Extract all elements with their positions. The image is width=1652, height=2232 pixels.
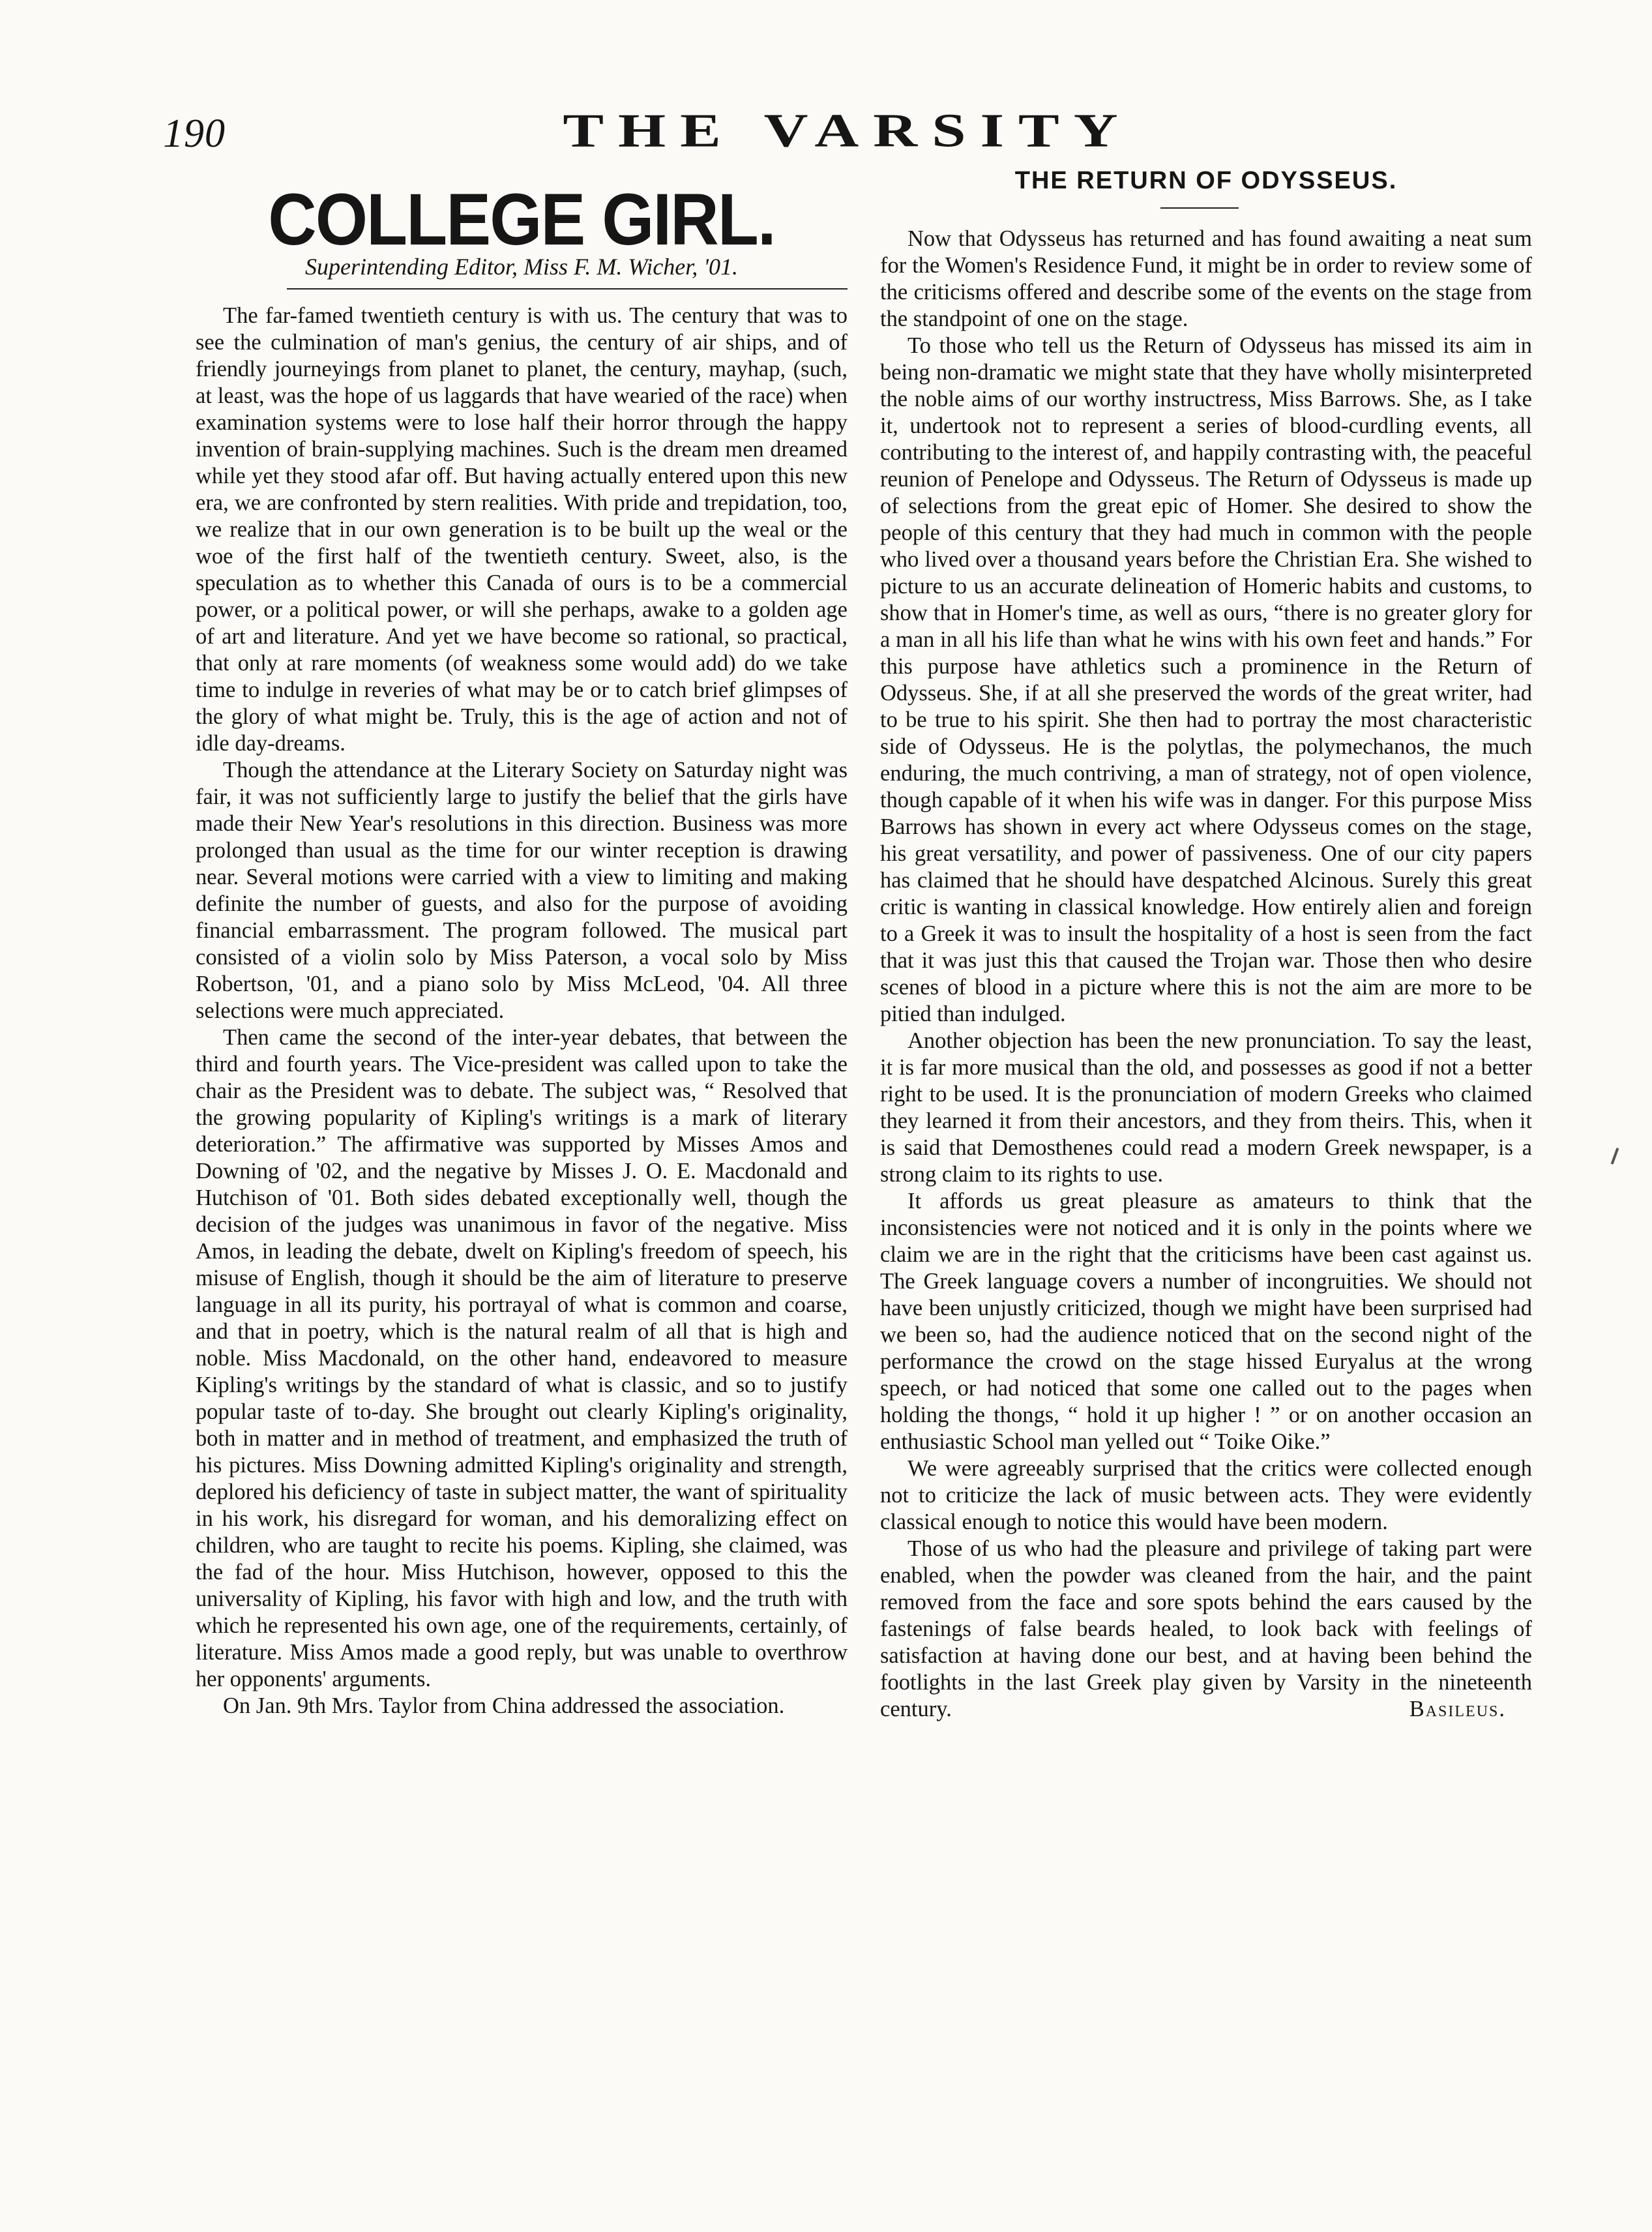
page-number: 190	[163, 112, 226, 156]
paragraph: Then came the second of the inter-year debates, that between the third and fourth years. The Vice-president was called upon to take the chair as the President was to debate. The subject was, “ Resolved that the growing popularity of Kipling's writings is a mark of literary deterioration.” The affirmative was supported by Misses Amos and Downing of '02, and the negative by Misses J. O. E. Macdonald and Hutchison of '01. Both sides debated exceptionally well, though the decision of the judges was unanimous in favor of the negative. Miss Amos, in leading the debate, dwelt on Kipling's freedom of speech, his misuse of English, though it should be the aim of literature to preserve language in all its purity, his portrayal of what is common and coarse, and that in poetry, which is the natural realm of all that is high and noble. Miss Macdonald, on the other hand, endeavored to measure Kipling's writings by the standard of what is classic, and so to justify popular taste of to-day. She brought out clearly Kipling's originality, both in matter and in method of treatment, and emphasized the truth of his pictures. Miss Downing admitted Kipling's originality and strength, deplored his deficiency of taste in subject matter, the want of spirituality in his work, his disregard for woman, and his demoralizing effect on children, who are taught to recite his poems. Kipling, she claimed, was the fad of the hour. Miss Hutchison, however, opposed to this the universality of Kipling, his favor with high and low, and the truth with which he represented his own age, one of the requirements, certainly, of literature. Miss Amos made a good reply, but was unable to overthrow her opponents' arguments.	[196, 1025, 848, 1691]
paragraph: Though the attendance at the Literary Society on Saturday night was fair, it was not sufficiently large to justify the belief that the girls have made their New Year's resolutions in this direction. Business was more prolonged than usual as the time for our winter reception is drawing near. Several motions were carried with a view to limiting and making definite the number of guests, and also for the purpose of avoiding financial embarrassment. The program followed. The musical part consisted of a violin solo by Miss Paterson, a vocal solo by Miss Robertson, '01, and a piano solo by Miss McLeod, '04. All three selections were much appreciated.	[196, 758, 848, 1023]
masthead: THE VARSITY	[563, 104, 1132, 157]
paragraph: Another objection has been the new pronunciation. To say the least, it is far more musical than the old, and possesses as good if not a better right to be used. It is the pronunciation of modern Greeks who claimed they learned it from their ancestors, and they from theirs. This, when it is said that Demosthenes could read a modern Greek newspaper, is a strong claim to its rights to use.	[880, 1028, 1532, 1187]
paragraph: Now that Odysseus has returned and has found awaiting a neat sum for the Women's Residence Fund, it might be in order to review some of the criticisms offered and describe some of the events on the stage from the standpoint of one on the stage.	[880, 226, 1532, 331]
paragraph: On Jan. 9th Mrs. Taylor from China addressed the association.	[223, 1693, 785, 1718]
paragraph: The far-famed twentieth century is with us. The century that was to see the culmination of man's genius, the century of air ships, and of friendly journeyings from planet to planet, the century, mayhap, (such, at least, was the hope of us laggards that have wearied of the race) when examination systems were to lose half their horror through the happy invention of brain-supplying machines. Such is the dream men dreamed while yet they stood afar off. But having actually entered upon this new era, we are confronted by stern realities. With pride and trepidation, too, we realize that in our own generation is to be built up the weal or the woe of the first half of the twentieth century. Sweet, also, is the speculation as to whether this Canada of ours is to be a commercial power, or a political power, or will she perhaps, awake to a golden age of art and literature. And yet we have become so rational, so practical, that only at rare moments (of weakness some would add) do we take time to indulge in reveries of what may be or to catch brief glimpses of the glory of what might be. Truly, this is the age of action and not of idle day-dreams.	[196, 303, 848, 756]
divider-rule	[1160, 207, 1239, 209]
margin-mark	[1611, 1148, 1619, 1165]
left-column-body	[196, 303, 848, 1719]
paragraph: To those who tell us the Return of Odysseus has missed its aim in being non-dramatic we might state that they have wholly misinterpreted the noble aims of our worthy instructress, Miss Barrows. She, as I take it, undertook not to represent a series of blood-curdling events, all contributing to the interest of, and happily contrasting with, the peaceful reunion of Penelope and Odysseus. The Return of Odysseus is made up of selections from the great epic of Homer. She desired to show the people of this century that they had much in common with the people who lived over a thousand years before the Christian Era. She wished to picture to us an accurate delineation of Homeric habits and customs, to show that in Homer's time, as well as ours, “there is no greater glory for a man in all his life than what he wins with his own feet and hands.” For this purpose have athletics such a prominence in the Return of Odysseus. She, if at all she preserved the words of the great writer, had to be true to his spirit. She then had to portray the most characteristic side of Odysseus. He is the polytlas, the polymechanos, the much enduring, the much contriving, a man of strategy, not of open violence, though capable of it when his wife was in danger. For this purpose Miss Barrows has shown in every act where Odysseus comes on the stage, his great versatility, and power of passiveness. One of our city papers has claimed that he should have despatched Alcinous. Surely this great critic is wanting in classical knowledge. How entirely alien and foreign to a Greek it was to insult the hospitality of a host is seen from the fact that it was just this that caused the Trojan war. Those then who desire scenes of blood in a picture where this is not the aim are more to be pitied than indulged.	[880, 333, 1532, 1026]
byline: Superintending Editor, Miss F. M. Wicher, '01.	[304, 254, 738, 280]
signature: Basileus.	[1409, 1697, 1506, 1721]
paragraph-last	[880, 1536, 1532, 1723]
article-title-return-of-odysseus: THE RETURN OF ODYSSEUS.	[1014, 167, 1398, 194]
section-title-college-girl: COLLEGE GIRL.	[268, 179, 775, 260]
divider-rule	[287, 288, 848, 290]
paragraph: It affords us great pleasure as amateurs to think that the inconsistencies were not noticed and it is only in the points where we claim we are in the right that the criticisms have been cast against us. The Greek language covers a number of incongruities. We should not have been unjustly criticized, though we might have been surprised had we been so, had the audience noticed that on the second night of the performance the crowd on the stage hissed Euryalus at the wrong speech, or had noticed that some one called out to the pages when holding the thongs, “ hold it up higher ! ” or on another occasion an enthusiastic School man yelled out “ Toike Oike.”	[880, 1189, 1532, 1454]
paragraph-text: Those of us who had the pleasure and privilege of taking part were enabled, when the powder was cleaned from the hair, and the paint removed from the face and sore spots behind the ears caused by the fastenings of false beards healed, to look back with feelings of satisfaction at having done our best, and at having been behind the footlights in the last Greek play given by Varsity in the nineteenth century.	[880, 1536, 1532, 1721]
paragraph: We were agreeably surprised that the critics were collected enough not to criticize the lack of music between acts. They were evidently classical enough to notice this would have been modern.	[880, 1456, 1532, 1534]
right-column-body	[880, 226, 1532, 1723]
